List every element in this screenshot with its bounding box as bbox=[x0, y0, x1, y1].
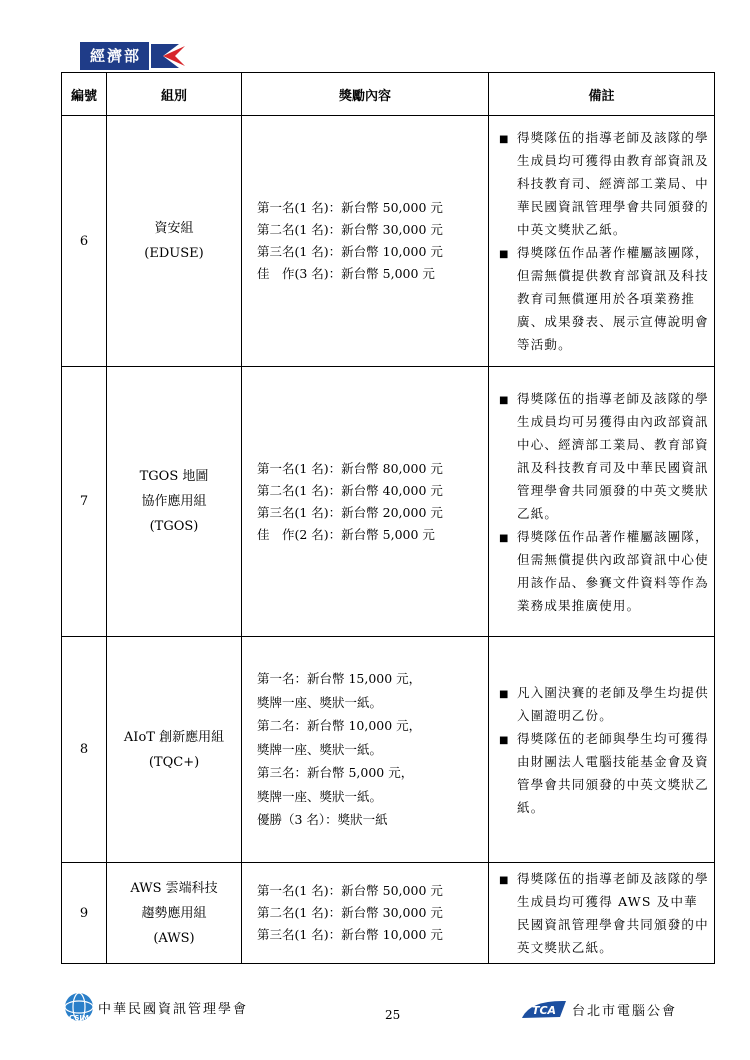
note-bullet: ■ 得獎隊伍的指導老師及該隊的學生成員均可另獲得由內政部資訊中心、經濟部工業局、教育部資訊及科技教育司及中華民國資訊管理學會共同頒發的中英文獎狀乙紙。 bbox=[499, 387, 710, 525]
row-number: 8 bbox=[62, 637, 107, 863]
footer-csim bbox=[62, 990, 248, 1024]
bullet-square-icon bbox=[499, 387, 517, 525]
note-bullet: ■ 凡入圍決賽的老師及學生均提供入圍證明乙份。 bbox=[499, 681, 710, 727]
bullet-square-icon bbox=[499, 525, 517, 617]
table-header-row bbox=[62, 73, 715, 116]
row-group bbox=[107, 637, 242, 863]
bullet-square-icon bbox=[499, 126, 517, 241]
group-line: 協作應用組 bbox=[141, 494, 207, 509]
moea-emblem-icon bbox=[149, 42, 189, 70]
prize-line: 第二名(1 名)：新台幣 30,000 元 bbox=[257, 222, 443, 237]
row-group bbox=[107, 116, 242, 367]
prize-line: 第三名(1 名)：新台幣 10,000 元 bbox=[257, 244, 443, 259]
tca-logo-text: TCA bbox=[531, 1004, 557, 1017]
row-prize bbox=[242, 116, 489, 367]
moea-logo bbox=[80, 42, 189, 70]
prize-line: 佳 作(2 名)：新台幣 5,000 元 bbox=[257, 526, 435, 542]
prize-line: 獎牌一座、獎狀一紙。 bbox=[257, 788, 383, 804]
prize-line: 第二名(1 名)：新台幣 40,000 元 bbox=[257, 482, 443, 498]
row-note bbox=[489, 367, 715, 637]
row-note bbox=[489, 863, 715, 964]
footer-tca bbox=[520, 998, 677, 1020]
prize-line: 第一名：新台幣 15,000 元， bbox=[257, 671, 422, 687]
bullet-square-icon bbox=[499, 727, 517, 819]
note-bullet: ■ 得獎隊伍作品著作權屬該團隊，但需無償提供教育部資訊及科技教育司無償運用於各項業務推廣、成果發表、展示宣傳說明會等活動。 bbox=[499, 241, 710, 356]
row-group bbox=[107, 367, 242, 637]
footer-right-text: 台北市電腦公會 bbox=[572, 1003, 678, 1019]
row-number: 7 bbox=[62, 367, 107, 637]
table-row bbox=[62, 367, 715, 637]
group-line: AWS 雲端科技 bbox=[130, 880, 218, 896]
group-line: (AWS) bbox=[153, 930, 195, 946]
prize-line: 第二名：新台幣 10,000 元， bbox=[257, 718, 422, 734]
note-bullet: ■ 得獎隊伍的指導老師及該隊的學生成員均可獲得由教育部資訊及科技教育司、經濟部工業局、中華民國資訊管理學會共同頒發的中英文獎狀乙紙。 bbox=[499, 126, 710, 241]
group-line: (EDUSE) bbox=[144, 246, 204, 261]
table-row bbox=[62, 116, 715, 367]
table-row bbox=[62, 863, 715, 964]
group-line: TGOS 地圖 bbox=[139, 469, 209, 484]
group-line: AIoT 創新應用組 bbox=[123, 729, 225, 745]
prize-line: 第一名(1 名)：新台幣 50,000 元 bbox=[257, 200, 443, 215]
moea-logo-text: 經濟部 bbox=[80, 42, 149, 70]
prize-line: 第一名(1 名)：新台幣 50,000 元 bbox=[257, 883, 443, 898]
row-prize bbox=[242, 637, 489, 863]
row-note bbox=[489, 637, 715, 863]
bullet-square-icon bbox=[499, 241, 517, 356]
row-prize bbox=[242, 863, 489, 964]
prize-line: 獎牌一座、獎狀一紙。 bbox=[257, 694, 383, 710]
bullet-square-icon bbox=[499, 867, 517, 959]
csim-logo-text: CSIM bbox=[69, 1014, 89, 1022]
group-line: (TGOS) bbox=[149, 519, 199, 534]
header-prize: 獎勵內容 bbox=[242, 73, 489, 116]
group-line: 趨勢應用組 bbox=[141, 905, 207, 921]
page-number: 25 bbox=[385, 1008, 401, 1022]
prize-line: 第二名(1 名)：新台幣 30,000 元 bbox=[257, 905, 443, 920]
table-row bbox=[62, 637, 715, 863]
prize-line: 第一名(1 名)：新台幣 80,000 元 bbox=[257, 460, 443, 476]
prize-line: 第三名：新台幣 5,000 元， bbox=[257, 765, 414, 781]
row-group bbox=[107, 863, 242, 964]
header-number: 編號 bbox=[62, 73, 107, 116]
group-line: (TQC+) bbox=[148, 754, 200, 770]
bullet-square-icon bbox=[499, 681, 517, 727]
tca-logo-icon bbox=[520, 998, 568, 1020]
note-bullet: ■ 得獎隊伍的指導老師及該隊的學生成員均可獲得 AWS 及中華民國資訊管理學會共同頒發的中英文獎狀乙紙。 bbox=[499, 867, 710, 959]
csim-globe-icon bbox=[62, 990, 96, 1024]
header-note: 備註 bbox=[489, 73, 715, 116]
row-number: 6 bbox=[62, 116, 107, 367]
prize-line: 優勝（3 名）：獎狀一紙 bbox=[257, 812, 388, 828]
prize-line: 佳 作(3 名)：新台幣 5,000 元 bbox=[257, 266, 435, 281]
row-prize bbox=[242, 367, 489, 637]
note-bullet: ■ 得獎隊伍的老師與學生均可獲得由財團法人電腦技能基金會及資管學會共同頒發的中英文獎狀乙紙。 bbox=[499, 727, 710, 819]
row-number: 9 bbox=[62, 863, 107, 964]
row-note bbox=[489, 116, 715, 367]
header-group: 組別 bbox=[107, 73, 242, 116]
award-table bbox=[61, 72, 715, 964]
group-line: 資安組 bbox=[154, 221, 194, 236]
prize-line: 第三名(1 名)：新台幣 20,000 元 bbox=[257, 504, 443, 520]
prize-line: 獎牌一座、獎狀一紙。 bbox=[257, 741, 383, 757]
prize-line: 第三名(1 名)：新台幣 10,000 元 bbox=[257, 927, 443, 942]
note-bullet: ■ 得獎隊伍作品著作權屬該團隊，但需無償提供內政部資訊中心使用該作品、參賽文件資料等作為業務成果推廣使用。 bbox=[499, 525, 710, 617]
footer-left-text: 中華民國資訊管理學會 bbox=[98, 1001, 249, 1017]
